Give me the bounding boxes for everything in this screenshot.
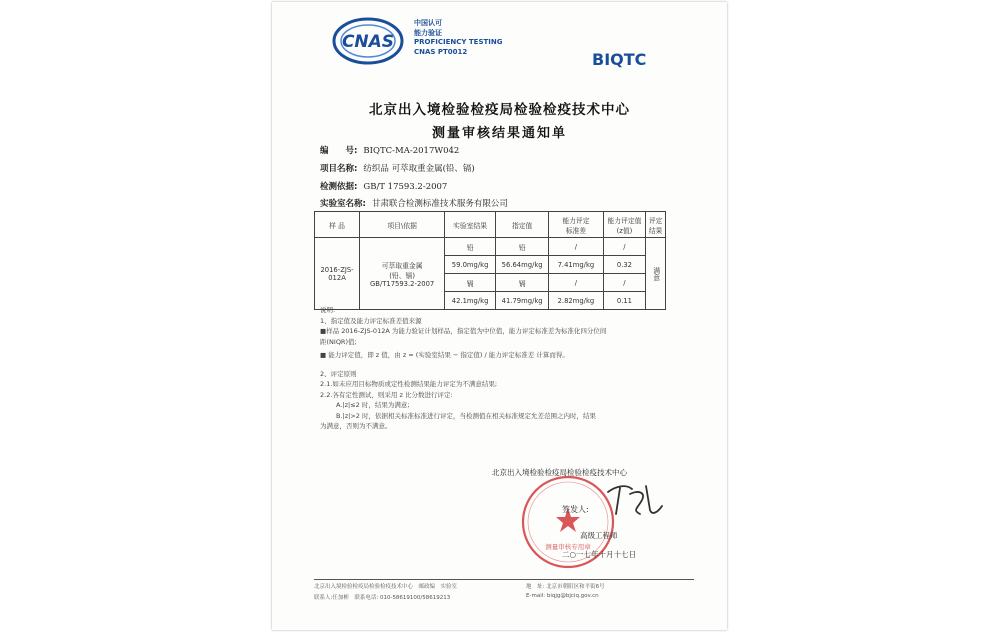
header-cell: 评定 结果 <box>646 212 666 238</box>
footer-text: 联系人:任加彬 联系电话: 010-58619100/58619213 <box>314 595 451 601</box>
assigned-value-cell: 铅 <box>496 238 549 256</box>
assigned-value-cell: 镉 <box>496 274 549 292</box>
signer-label: 签发人: <box>562 505 589 514</box>
result-cell: 满意 <box>646 238 666 310</box>
issue-date: 二○一七年十月十七日 <box>562 550 637 559</box>
lab-result-cell: 59.0mg/kg <box>445 256 496 274</box>
item-row <box>320 162 475 174</box>
basis-value: GB/T 17593.2-2007 <box>363 182 448 192</box>
sd-cell: / <box>549 238 603 256</box>
cnas-line: 中国认可 <box>414 19 442 27</box>
note-line: 1、指定值及能力评定标准差值来源 <box>320 316 422 325</box>
cnas-mark: CNAS <box>341 32 395 52</box>
table-row <box>315 238 666 256</box>
stamp-text: 测量审核专用章 <box>545 543 591 551</box>
header-cell: 项目\依据 <box>360 212 445 238</box>
sample-cell: 2016-ZJS-012A <box>315 238 360 310</box>
lab-row <box>320 197 508 209</box>
sd-cell: 2.82mg/kg <box>549 292 603 310</box>
z-cell: / <box>603 274 646 292</box>
note-line: ■样品 2016-ZJS-012A 为能力验证计划样品，指定值为中位值，能力评定标准差为标准化四分位间 <box>320 327 607 335</box>
header-cell: 实验室结果 <box>445 212 496 238</box>
lab-value: 甘肃联合检测标准技术服务有限公司 <box>371 199 508 209</box>
header-cell: 能力评定值 (z值) <box>603 212 646 238</box>
basis-row <box>320 180 447 192</box>
note-line: A.|z|≤2 时，结果为满意; <box>336 401 410 409</box>
signer-title: 高级工程师 <box>580 531 618 540</box>
issuing-org: 北京出入境检验检疫局检验检疫技术中心 <box>492 468 627 477</box>
item-label: 项目名称: <box>320 164 358 174</box>
cnas-logo <box>332 16 412 66</box>
header-cell: 样 品 <box>315 212 360 238</box>
footer-text: E-mail: biqjg@bjciq.gov.cn <box>526 593 599 599</box>
sd-cell: / <box>549 274 603 292</box>
assigned-value-cell: 41.79mg/kg <box>496 292 549 310</box>
lab-result-cell: 镉 <box>445 274 496 292</box>
number-value: BIQTC-MA-2017W042 <box>363 146 460 156</box>
lab-result-cell: 铅 <box>445 238 496 256</box>
note-line: 距(NIQR)值; <box>320 337 357 346</box>
lab-label: 实验室名称: <box>320 199 366 209</box>
cnas-line: CNAS PT0012 <box>414 47 468 56</box>
item-line: (铅、镉) <box>389 271 415 280</box>
handwritten-signature <box>602 480 672 520</box>
number-label: 编 号: <box>320 146 358 156</box>
note-line: ■ 能力评定值，即 z 值，由 z = (实验室结果 − 指定值) / 能力评定标准差 计算而得。 <box>320 351 569 359</box>
item-value: 纺织品 可萃取重金属(铅、镉) <box>363 164 475 174</box>
certificate-page <box>272 2 727 630</box>
table-header-row <box>315 212 666 238</box>
lab-result-cell: 42.1mg/kg <box>445 292 496 310</box>
note-line: 2、评定原则 <box>320 369 357 378</box>
assigned-value-cell: 56.64mg/kg <box>496 256 549 274</box>
z-cell: 0.32 <box>603 256 646 274</box>
document-title: 测量审核结果通知单 <box>431 126 567 141</box>
note-line: B.|z|>2 时，依据相关标准标准进行评定，当检测值在相关标准规定允差范围之内时，结果 <box>336 411 596 420</box>
note-line: 2.1.如未应用目标物质或定性检测结果能力评定为不满意结果; <box>320 380 498 388</box>
cnas-text <box>414 19 502 57</box>
footer-text: 地 址: 北京市朝阳区和平街6号 <box>526 584 605 590</box>
item-cell <box>360 238 445 310</box>
basis-label: 检测依据: <box>320 182 358 192</box>
footer-line-1 <box>314 582 605 590</box>
cnas-line: PROFICIENCY TESTING <box>414 38 503 46</box>
note-line: 2.2.各有定性测试，则采用 z 比分数进行评定: <box>320 390 453 399</box>
sd-cell: 7.41mg/kg <box>549 256 603 274</box>
z-cell: 0.11 <box>603 292 646 310</box>
note-line: 为满意，否则为不满意。 <box>320 422 392 430</box>
biqtc-logo: BIQTC <box>592 50 647 69</box>
footer-text: 北京出入境检验检疫局检验检疫技术中心 邮政编 实验室 <box>314 584 458 590</box>
notes-section <box>320 305 680 432</box>
item-line: GB/T17593.2-2007 <box>370 279 435 288</box>
results-table <box>314 211 666 310</box>
note-line: 说明: <box>320 306 336 314</box>
footer-divider <box>314 579 694 580</box>
number-row <box>320 144 459 156</box>
header-cell: 能力评定 标准差 <box>549 212 603 238</box>
center-title: 北京出入境检验检疫局检验检疫技术中心 <box>369 102 630 118</box>
item-line: 可萃取重金属 <box>381 261 423 270</box>
cnas-line: 能力验证 <box>414 28 442 37</box>
header-cell: 指定值 <box>496 212 549 238</box>
footer-line-2 <box>314 593 599 601</box>
z-cell: / <box>603 238 646 256</box>
